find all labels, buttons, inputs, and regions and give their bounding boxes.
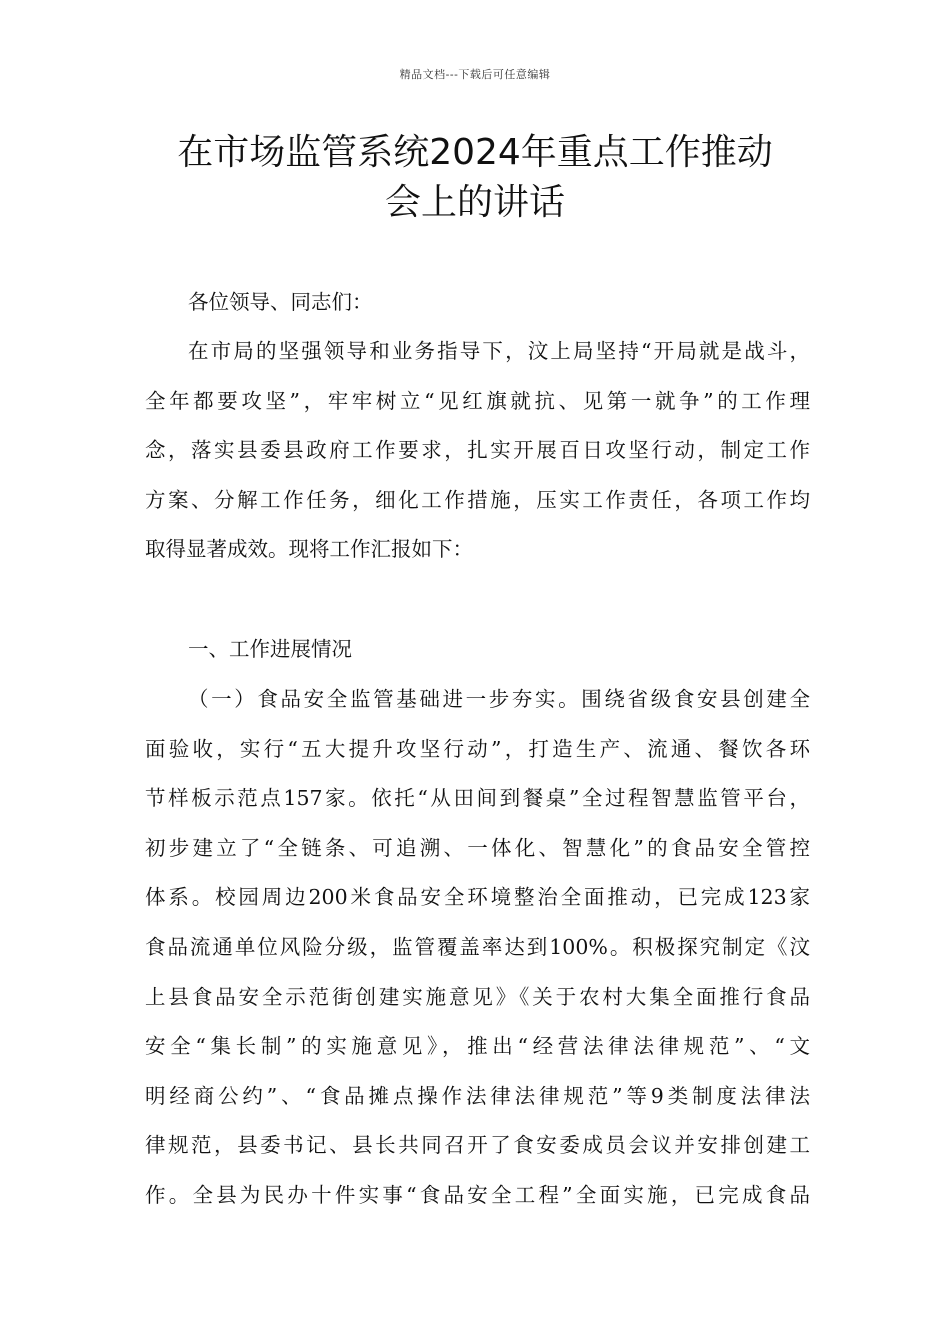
paragraph-line: 上县食品安全示范街创建实施意见》《关于农村大集全面推行食品: [145, 984, 810, 1009]
title-line-1: 在市场监管系统2024年重点工作推动: [177, 132, 773, 173]
title-line-2: 会上的讲话: [384, 182, 565, 223]
paragraph-food-safety: [145, 675, 810, 1221]
section-heading: [145, 625, 810, 675]
paragraph-line: 作。全县为民办十件实事“食品安全工程”全面实施，已完成食品: [145, 1182, 810, 1207]
paragraph-line: 方案、分解工作任务，细化工作措施，压实工作责任，各项工作均: [145, 487, 810, 512]
section-heading-text: 一、工作进展情况: [188, 637, 352, 661]
paragraph-line: 初步建立了“全链条、可追溯、一体化、智慧化”的食品安全管控: [145, 835, 810, 860]
paragraph-line: （一）食品安全监管基础进一步夯实。围绕省级食安县创建全: [188, 687, 810, 711]
paragraph-line: 取得显著成效。现将工作汇报如下：: [145, 537, 473, 562]
header-note: 精品文档---下载后可任意编辑: [399, 68, 551, 81]
paragraph-line: 安全“集长制”的实施意见》，推出“经营法律法律规范”、“文: [145, 1034, 810, 1059]
salutation-text: 各位领导、同志们：: [188, 290, 373, 314]
paragraph-line: 律规范，县委书记、县长共同召开了食安委成员会议并安排创建工: [145, 1133, 810, 1158]
paragraph-line: 明经商公约”、“食品摊点操作法律法律规范”等9类制度法律法: [145, 1083, 810, 1108]
paragraph-line: 在市局的坚强领导和业务指导下，汶上局坚持“开局就是战斗，: [188, 339, 810, 363]
paragraph-line: 念，落实县委县政府工作要求，扎实开展百日攻坚行动，制定工作: [145, 438, 810, 463]
paragraph-line: 节样板示范点157家。依托“从田间到餐桌”全过程智慧监管平台，: [145, 786, 810, 811]
salutation: [145, 278, 810, 328]
paragraph-line: 面验收，实行“五大提升攻坚行动”，打造生产、流通、餐饮各环: [145, 736, 810, 761]
paragraph-line: 体系。校园周边200米食品安全环境整治全面推动，已完成123家: [145, 885, 810, 910]
paragraph-line: 全年都要攻坚”，牢牢树立“见红旗就抗、见第一就争”的工作理: [145, 388, 810, 413]
document-title: [110, 128, 840, 228]
paragraph-intro: [145, 327, 810, 575]
paragraph-line: 食品流通单位风险分级，监管覆盖率达到100%。积极探究制定《汶: [145, 934, 810, 959]
